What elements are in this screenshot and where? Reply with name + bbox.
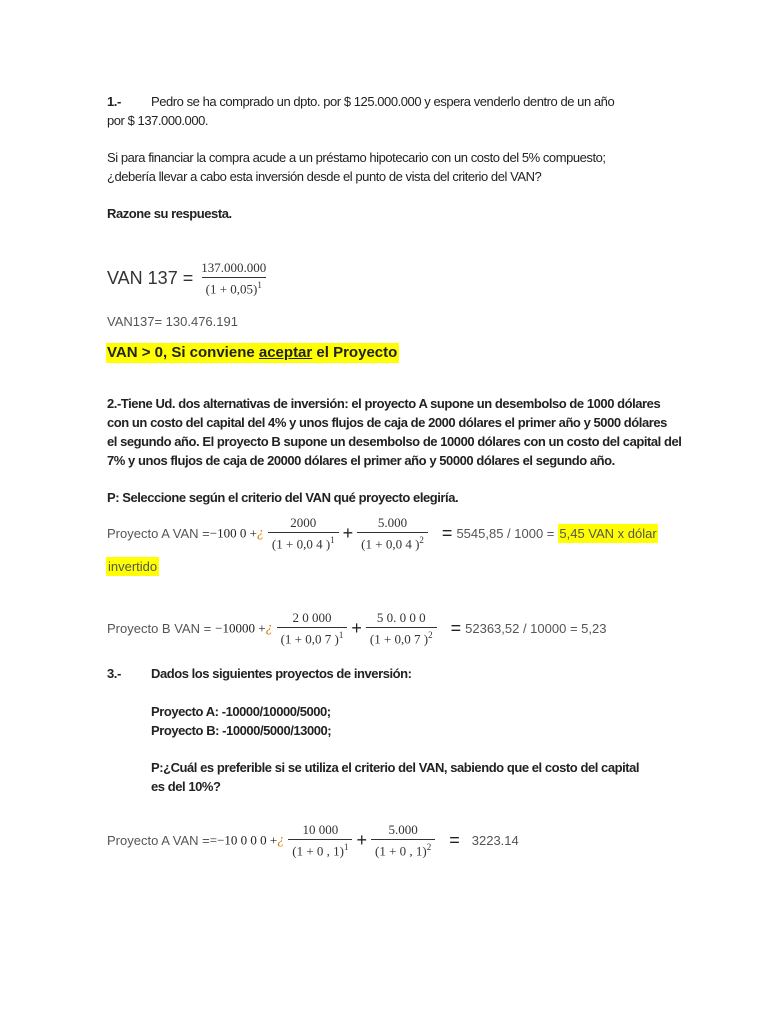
q2-b-fraction2: $\frac{5 0. 0 0 0}{(1 + 0,0 7 )^2}$ xyxy=(366,610,437,647)
q2-a-fraction1: $\frac{2000}{(1 + 0,0 4 )^1}$ xyxy=(268,515,339,552)
q2-line3: el segundo año. El proyecto B supone un desembolso de 10000 dólares con un costo del capital del xyxy=(107,434,682,449)
q3-a-lead: =−10 0 0 0 + xyxy=(209,832,278,848)
q2-a-equals: = xyxy=(441,523,453,544)
q2-b-result: 52363,52 / 10000 = 5,23 xyxy=(465,621,607,637)
q1-line1: Pedro se ha comprado un dpto. por $ 125.000.000 y espera venderlo dentro de un año xyxy=(151,94,615,109)
q3-a-plus: + xyxy=(356,830,367,851)
q3-a-result: 3223.14 xyxy=(471,833,519,849)
q3-a-fraction2: $\frac{5.000}{(1 + 0 , 1)^2}$ xyxy=(371,822,435,859)
q2-b-lead: −10000 + xyxy=(215,620,266,636)
q2-a-label: Proyecto A VAN = xyxy=(107,526,210,542)
q1-p2-line2: ¿debería llevar a cabo esta inversión desde el punto de vista del criterio del VAN? xyxy=(107,169,542,184)
q1-formula xyxy=(107,260,270,297)
q3-project-b: Proyecto B: -10000/5000/13000; xyxy=(151,723,332,738)
q2-a-plus: + xyxy=(342,523,354,544)
q1-formula-label: VAN 137 = xyxy=(107,268,194,289)
q1-conclusion: VAN > 0, Si conviene aceptar el Proyecto xyxy=(107,344,398,361)
q1-prompt: Razone su respuesta. xyxy=(107,206,232,221)
q3-a-fraction1: $\frac{10 000}{(1 + 0 , 1)^1}$ xyxy=(288,822,352,859)
q2-line4: 7% y unos flujos de caja de 20000 dólares el primer año y 50000 dólares el segundo año. xyxy=(107,453,615,468)
q3-title: Dados los siguientes proyectos de inversión: xyxy=(151,666,412,681)
q1-result: VAN137= 130.476.191 xyxy=(107,314,238,329)
q2-a-fraction2: $\frac{5.000}{(1 + 0,0 4 )^2}$ xyxy=(357,515,428,552)
q1-line2: por $ 137.000.000. xyxy=(107,113,209,128)
q2-prompt: P: Seleccione según el criterio del VAN qué proyecto elegiría. xyxy=(107,490,459,505)
q1-fraction xyxy=(197,260,270,297)
q2-line2: con un costo del capital del 4% y unos flujos de caja de 2000 dólares el primer año y 5000 dólares xyxy=(107,415,667,430)
q2-b-plus: + xyxy=(351,618,362,639)
q3-a-equals: = xyxy=(449,830,460,851)
q3-number: 3.- xyxy=(107,666,121,681)
q2-formula-a xyxy=(107,515,658,552)
q2-formula-b xyxy=(107,610,606,647)
q3-formula-a xyxy=(107,822,519,859)
q3-question-line2: es del 10%? xyxy=(151,779,221,794)
q2-b-equals: = xyxy=(450,618,462,639)
q2-a-curly: ¿ xyxy=(256,525,264,541)
q2-a-highlight-cont: invertido xyxy=(108,559,158,574)
q2-line1: 2.-Tiene Ud. dos alternativas de inversión: el proyecto A supone un desembolso de 1000 dólares xyxy=(107,396,661,411)
q3-a-label: Proyecto A VAN = xyxy=(107,833,210,849)
q1-fraction-num: 137.000.000 xyxy=(201,260,267,275)
q2-b-label: Proyecto B VAN = xyxy=(107,621,212,637)
q2-a-result: 5545,85 / 1000 = xyxy=(456,526,555,542)
q3-a-curly: ¿ xyxy=(277,832,285,848)
q2-a-highlight: 5,45 VAN x dólar xyxy=(559,526,657,542)
q2-b-fraction1: $\frac{2 0 000}{(1 + 0,0 7 )^1}$ xyxy=(277,610,348,647)
q1-number: 1.- xyxy=(107,94,121,109)
q1-p2-line1: Si para financiar la compra acude a un préstamo hipotecario con un costo del 5% compuesto; xyxy=(107,150,606,165)
q3-project-a: Proyecto A: -10000/10000/5000; xyxy=(151,704,331,719)
q1-fraction-den: $(1 + 0,05)^1$ xyxy=(202,277,266,297)
q3-question-line1: P:¿Cuál es preferible si se utiliza el criterio del VAN, sabiendo que el costo del capital xyxy=(151,760,640,775)
q2-b-curly: ¿ xyxy=(265,620,273,636)
q2-a-lead: −100 0 + xyxy=(209,525,257,541)
